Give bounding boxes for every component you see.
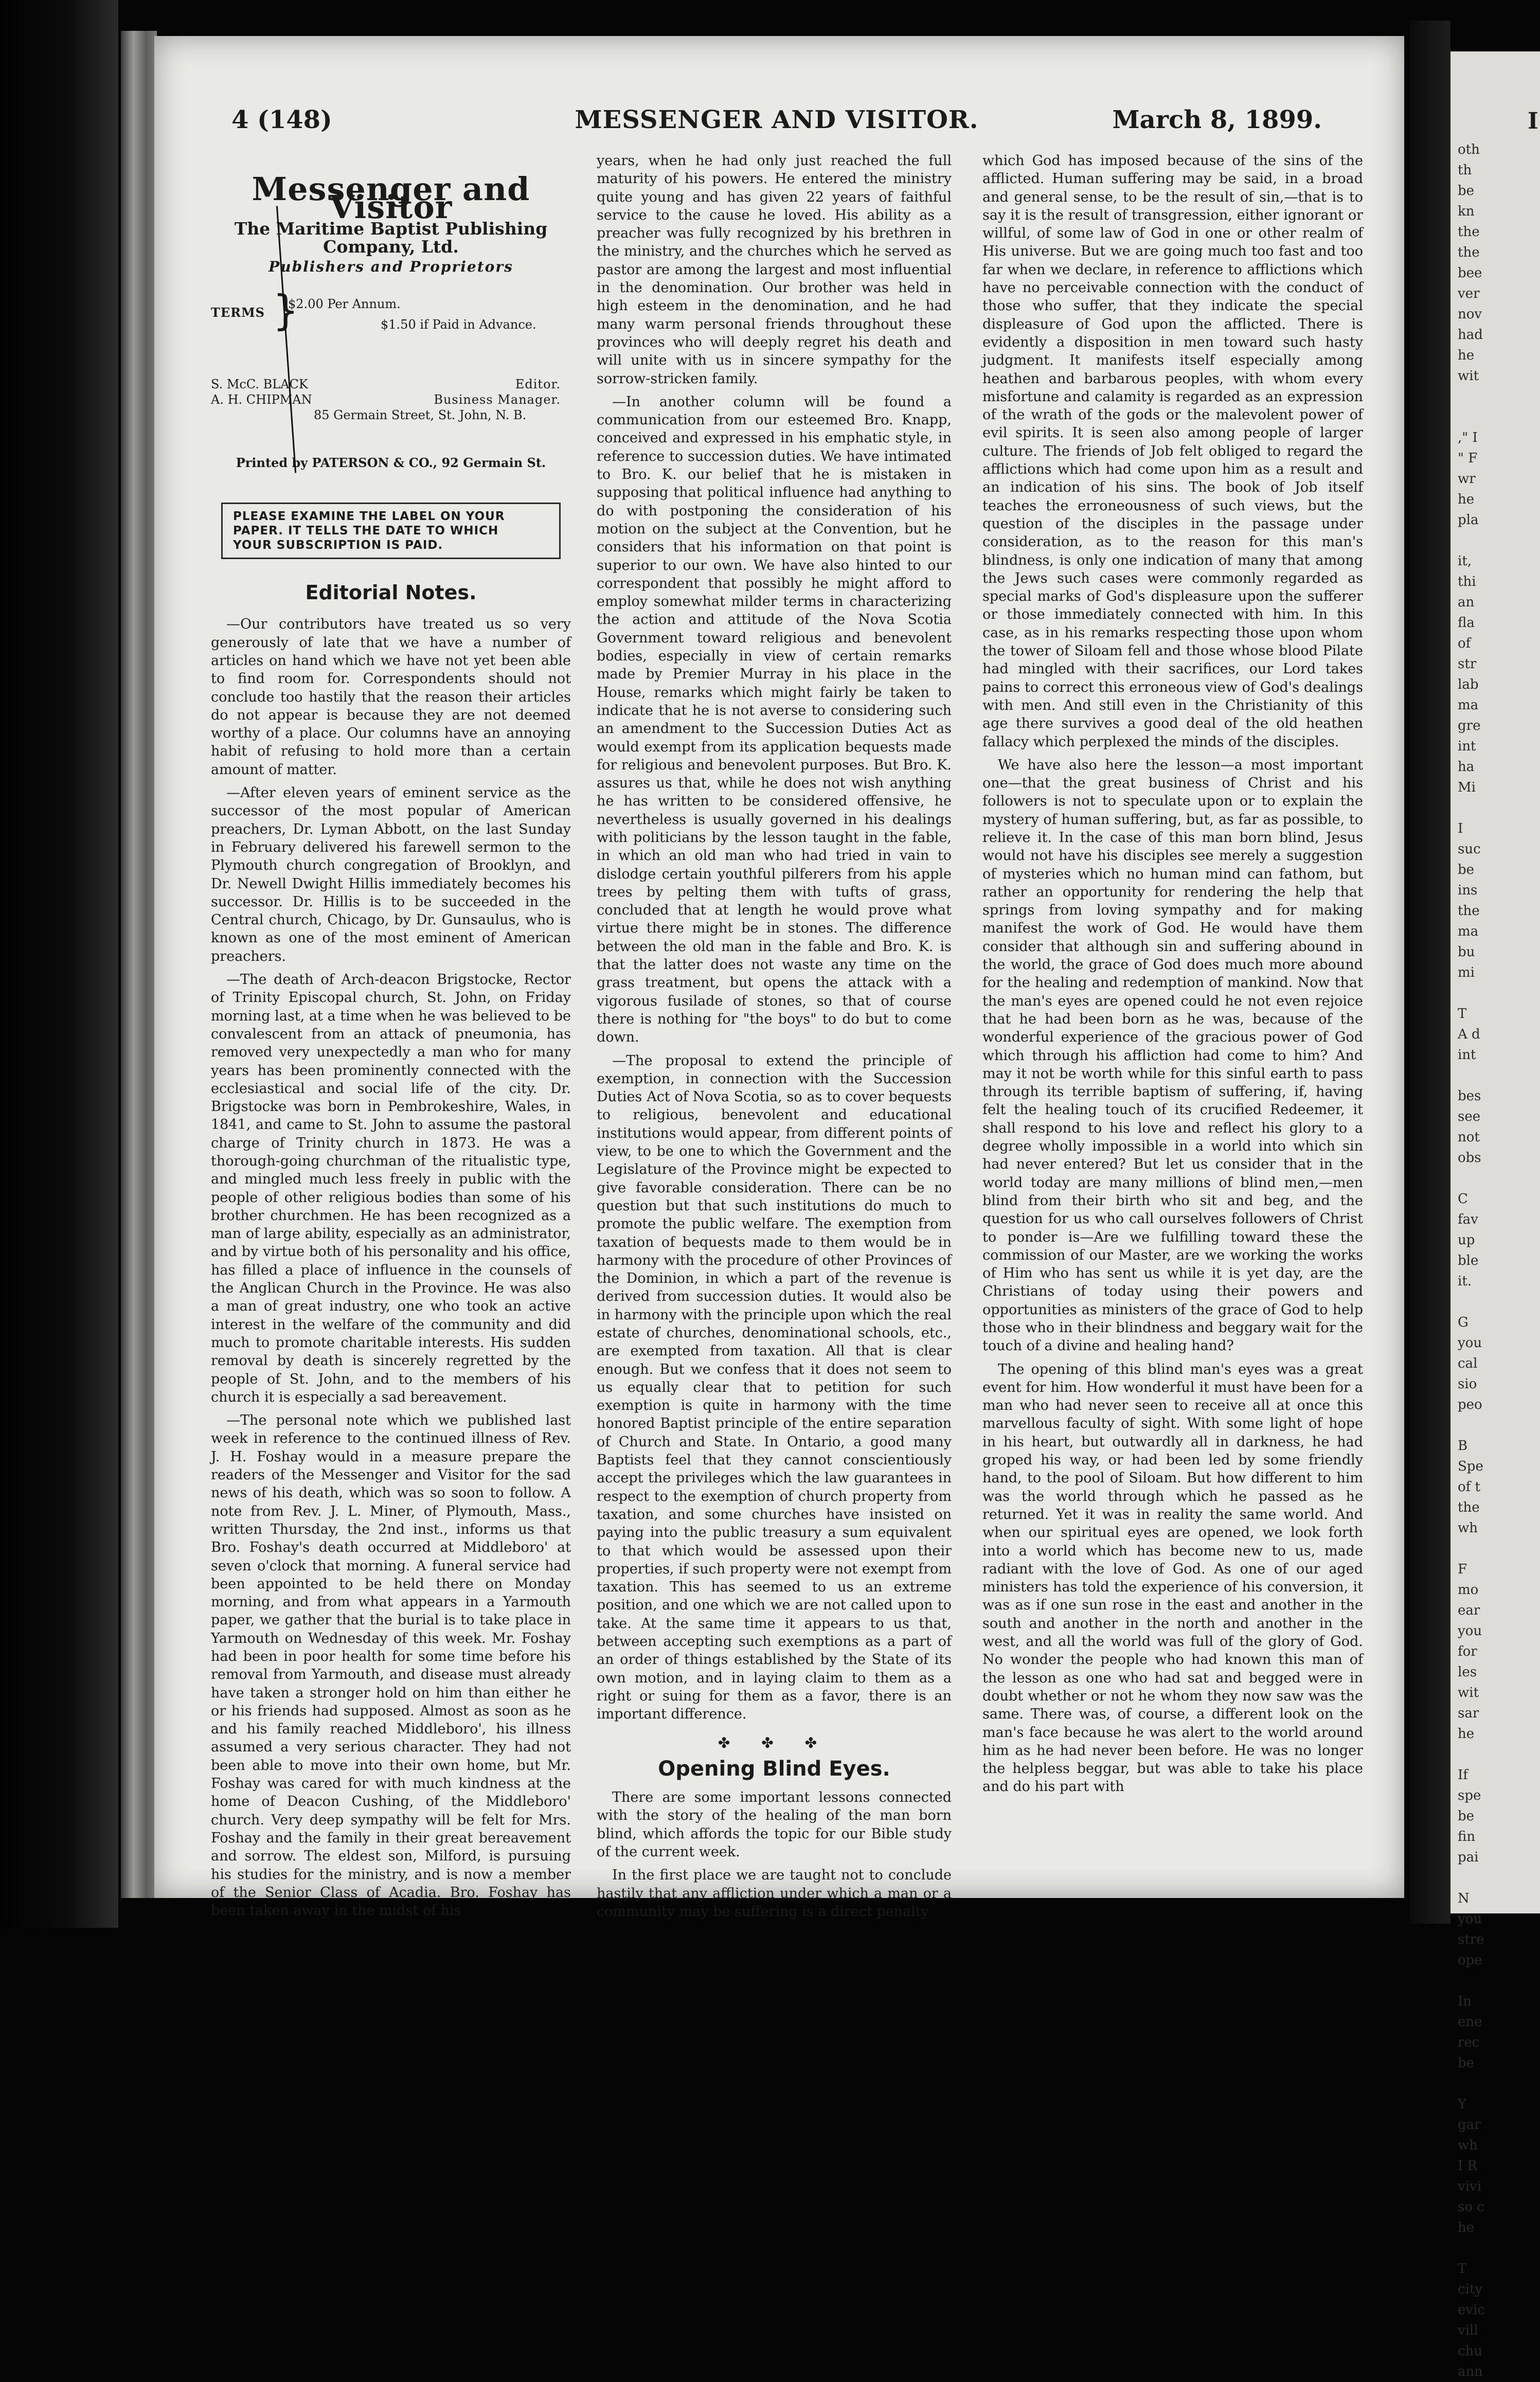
next-page-fragment: oth: [1458, 142, 1480, 157]
next-page-fragment: [1451, 1292, 1540, 1312]
next-page-fragment: be: [1458, 862, 1475, 877]
paragraph: years, when he had only just reached the full maturity of his powers. He entered the ministry quite young and has given 22 years of faithful service to the cause he loved. His ability as a preacher was fully recognized by his brethren in the ministry, and the churches which he served as pastor are among the largest and most influential in the denomination. Our brother was held in high esteem in the denomination, and he had many warm personal friends throughout these provinces who will deeply regret his death and will unite with us in sincere sympathy for the sorrow-stricken family.: [597, 153, 952, 387]
next-page-fragment: [1451, 530, 1540, 551]
next-page-fragment: If: [1458, 1767, 1468, 1783]
next-page-fragment: ," I: [1458, 430, 1478, 445]
next-page-fragment: [1451, 983, 1540, 1004]
next-page-fragment: kn: [1458, 204, 1475, 219]
next-page-fragment: ha: [1458, 759, 1475, 775]
next-page-fragment: thi: [1458, 574, 1476, 589]
column-2: [597, 152, 952, 1926]
next-page-fragment: [1451, 798, 1540, 818]
next-page-fragment: wh: [1458, 1520, 1478, 1536]
editorial-notes-heading: Editorial Notes.: [305, 581, 477, 604]
manager-role: Business Manager.: [434, 392, 561, 407]
next-page-fragment: the: [1458, 224, 1480, 240]
next-page-fragment: les: [1458, 1664, 1477, 1680]
next-page-fragment: [1451, 1868, 1540, 1888]
next-page-fragment: you: [1458, 1335, 1482, 1351]
next-page-fragment: up: [1458, 1232, 1475, 1248]
next-page-fragment: wr: [1458, 471, 1476, 487]
next-page-fragment: be: [1458, 183, 1475, 199]
next-page-fragment: wit: [1458, 368, 1479, 384]
next-page-fragment: obs: [1458, 1150, 1481, 1166]
next-page-fragment: evic: [1458, 2302, 1485, 2318]
masthead-proprietors: Publishers and Proprietors: [268, 258, 513, 276]
paragraph: We have also here the lesson—a most important one—that the great business of Christ and his followers is not to speculate upon or to explain the mystery of human suffering, but, as far as possible, to relieve it. In the case of this man born blind, Jesus would not have his disciples see merely a suggestion of mysteries which no human mind can fathom, but rather an opportunity for rendering the help that springs from loving sympathy and for making manifest the work of God. He would have them consider that although sin and suffering abound in the world, the grace of God does much more abound for the healing and redemption of mankind. Now that the man's eyes are opened could he not even rejoice that he had been born as he was, because of the wonderful experience of the gracious power of God which through his affliction had come to him? And may it not be worth while for this sinful earth to pass through its terrible baptism of suffering, if, having felt the healing touch of its crucified Redeemer, it shall respond to his love and reflect his glory to a degree wholly impossible in a world into which sin had never entered? But let us consider that in the world today are many millions of blind men,—men blind from their birth who sit and beg, and the question for us who call ourselves followers of Christ to ponder is—Are we fulfilling toward these the commission of our Master, are we working the works of Him who has sent us while it is yet day, are the Christians of today using their powers and opportunities as ministers of the grace of God to help those who in their blindness and beggary wait for the touch of a divine and healing hand?: [982, 757, 1363, 1354]
printer-credit: Printed by PATERSON & CO., 92 Germain St.: [236, 455, 546, 470]
next-page-fragment: th: [1458, 163, 1472, 178]
next-page-fragment: the: [1458, 245, 1480, 260]
next-page-fragment: Mi: [1458, 780, 1476, 795]
next-page-fragment: ma: [1458, 697, 1479, 713]
next-page-fragment: [1451, 2238, 1540, 2259]
next-page-fragment: T: [1458, 1006, 1467, 1022]
next-page-fragment: chu: [1458, 2343, 1483, 2359]
next-page-fragment: it,: [1458, 553, 1472, 569]
next-page-fragment: int: [1458, 739, 1476, 754]
next-page-fragment: he: [1458, 492, 1475, 507]
terms-advance: $1.50 if Paid in Advance.: [381, 317, 536, 332]
notice-line-2: PAPER. IT TELLS THE DATE TO WHICH: [233, 524, 499, 538]
paragraph: which God has imposed because of the sins of the afflicted. Human suffering may be said, in a broad and general sense, to be the result of sin,—that is to say it is the result of transgression, either ignorant or willful, of some law of God in one or other realm of His universe. But we are going much too fast and too far when we declare, in reference to afflictions which have no perceivable connection with the conduct of those who suffer, that they indicate the special displeasure of God upon the afflicted. There is evidently a disposition in men toward such hasty judgment. It manifests itself especially among heathen and barbarous peoples, with whom every misfortune and calamity is regarded as an expression of the wrath of the gods or the malevolent power of evil spirits. It is seen also among people of larger culture. The friends of Job felt obliged to regard the afflictions which had come upon him as a result and an indication of his sins. The book of Job itself teaches the erroneousness of such views, but the question of the disciples in the passage under consideration, as to the reason for this man's blindness, is only one indication of many that among the Jews such cases were commonly regarded as special marks of God's displeasure upon the sufferer or those immediately connected with him. In this case, as in his remarks respecting those upon whom the tower of Siloam fell and those whose blood Pilate had mingled with their sacrifices, our Lord takes pains to correct this erroneous view of God's dealings with men. And still even in the Christianity of this age there survives a good deal of the old heathen fallacy which perplexed the minds of the disciples.: [982, 153, 1363, 750]
next-page-fragment: C: [1458, 1191, 1468, 1207]
next-page-fragment: [1451, 1744, 1540, 1765]
next-page-fragment: mi: [1458, 965, 1475, 980]
next-page-fragment: fav: [1458, 1212, 1478, 1227]
next-page-fragment: suc: [1458, 841, 1481, 857]
next-page-fragment: bee: [1458, 265, 1482, 281]
next-page-fragments: [1451, 139, 1540, 2382]
next-page-edge: [1451, 51, 1540, 2379]
next-page-fragment: I: [1458, 821, 1463, 836]
subscription-notice: [221, 503, 561, 559]
next-page-fragment: [1451, 1415, 1540, 1436]
next-page-fragment: vill: [1458, 2323, 1478, 2338]
next-page-fragment: ene: [1458, 2014, 1482, 2030]
editor-name: S. McC. BLACK: [211, 377, 308, 392]
subscription-terms: [211, 288, 571, 345]
next-page-fragment: city: [1458, 2282, 1483, 2297]
next-page-fragment: see: [1458, 1109, 1481, 1124]
editor-role: Editor.: [515, 377, 561, 392]
next-page-fragment: rec: [1458, 2035, 1480, 2050]
masthead-publisher: The Maritime Baptist Publishing Company, Ltd.: [234, 218, 548, 257]
next-page-fragment: str: [1458, 656, 1477, 672]
page-number: 4 (148): [231, 105, 332, 134]
next-page-fragment: [1451, 1065, 1540, 1086]
next-page-fragment: T: [1458, 2261, 1467, 2277]
next-page-fragment: [1451, 1168, 1540, 1189]
next-page-fragment: he: [1458, 348, 1475, 363]
next-page-fragment: not: [1458, 1130, 1480, 1145]
next-page-fragment: vivi: [1458, 2179, 1482, 2194]
next-page-fragment: bes: [1458, 1088, 1481, 1104]
next-page-fragment: spe: [1458, 1788, 1481, 1803]
paragraph: —After eleven years of eminent service as the successor of the most popular of American preachers, Dr. Lyman Abbott, on the last Sunday in February delivered his farewell sermon to the Plymouth church congregation of Brooklyn, and Dr. Newell Dwight Hillis immediately becomes his successor. Dr. Hillis is to be succeeded in the Central church, Chicago, by Dr. Gunsaulus, who is known as one of the most eminent of American preachers.: [211, 785, 571, 964]
issue-date: March 8, 1899.: [1112, 105, 1322, 134]
next-page-fragment: N: [1458, 1891, 1470, 1906]
next-page-fragment: be: [1458, 1808, 1475, 1824]
page-header: [231, 105, 1322, 141]
newspaper-page: [154, 36, 1404, 1920]
next-page-fragment: gar: [1458, 2117, 1481, 2133]
next-page-fragment: so c: [1458, 2199, 1484, 2215]
section-separator: ✤ ✤ ✤: [718, 1734, 831, 1751]
next-page-fragment: the: [1458, 1500, 1480, 1515]
manager-row: [211, 391, 571, 406]
next-page-fragment: cal: [1458, 1356, 1478, 1371]
office-address: 85 Germain Street, St. John, N. B.: [314, 408, 527, 423]
next-page-fragment: gre: [1458, 718, 1481, 733]
next-page-fragment: ma: [1458, 924, 1479, 939]
next-page-fragment: pla: [1458, 512, 1479, 528]
next-page-fragment: fla: [1458, 615, 1475, 631]
next-page-fragment: Spe: [1458, 1459, 1483, 1474]
paragraph: In the first place we are taught not to conclude hastily that any affliction under which a man or a community may be suffering is a direct penalty: [597, 1867, 952, 1920]
staff-list: [211, 375, 571, 424]
next-page-fragment: peo: [1458, 1397, 1482, 1412]
next-page-fragment: int: [1458, 1047, 1476, 1063]
next-page-fragment: he: [1458, 2220, 1475, 2235]
next-page-fragment: [1451, 407, 1540, 427]
next-page-fragment: it.: [1458, 1274, 1472, 1289]
next-page-fragment: [1451, 1971, 1540, 1991]
film-margin-left: [0, 0, 118, 1928]
next-page-fragment: fin: [1458, 1829, 1476, 1844]
next-page-fragment: of t: [1458, 1479, 1480, 1495]
next-page-fragment: [1451, 1538, 1540, 1559]
next-page-fragment: had: [1458, 327, 1483, 343]
next-page-fragment: wh: [1458, 2138, 1478, 2153]
paragraph: —Our contributors have treated us so very generously of late that we have a number of articles on hand which we have not yet been able to find room for. Correspondents should not conclude too hastily that the reason their articles do not appear is because they are not deemed worthy of a place. Our columns have an annoying habit of refusing to hold more than a certain amount of matter.: [211, 616, 571, 778]
brace-glyph: }: [273, 286, 299, 335]
next-page-fragment: sio: [1458, 1376, 1477, 1392]
paragraph: The opening of this blind man's eyes was a great event for him. How wonderful it must have been for a man who had never seen to receive all at once this marvellous faculty of sight. With some light of hope in his heart, but outwardly all in darkness, he had groped his way, or had been led by some friendly hand, to the pool of Siloam. But how different to him was the world through which he passed as he returned. Yet it was in reality the same world. And when our spiritual eyes are opened, we look forth into a world which has become new to us, made radiant with the love of God. As one of our aged ministers has told the experience of his conversion, it was as if one sun rose in the east and another in the south and another in the north and another in the west, and all the world was full of the glory of God. No wonder the people who had known this man of the lesson as one who had sat and begged were in doubt whether or not he whom they now saw was the same. There was, of course, a different look on the man's face because he was alert to the world around him as he had never been before. He was no longer the helpless beggar, but was able to take his place and do his part with: [982, 1361, 1363, 1795]
next-page-fragment: [1451, 386, 1540, 407]
next-page-fragment: [1451, 2073, 1540, 2094]
next-page-fragment: bu: [1458, 944, 1475, 960]
next-page-fragment: G: [1458, 1315, 1469, 1330]
next-page-fragment: pai: [1458, 1850, 1479, 1865]
next-page-corner: I: [1528, 108, 1538, 134]
next-page-fragment: you: [1458, 1911, 1482, 1927]
paragraph: —The proposal to extend the principle of exemption, in connection with the Succession Duties Act of Nova Scotia, so as to cover bequests to religious, benevolent and educational institutions would appear, from different points of view, to be one to which the Government and the Legislature of the Province might be expected to give favorable consideration. There can be no question but that such institutions do much to promote the public welfare. The exemption from taxation of bequests made to them would be in harmony with the procedure of other Provinces of the Dominion, in which a part of the revenue is derived from succession duties. It would also be in harmony with the principle upon which the real estate of churches, denominational schools, etc., are exempted from taxation. All that is clear enough. But we confess that it does not seem to us equally clear that to petition for such exemption is quite in harmony with the time honored Baptist principle of the entire separation of Church and State. In Ontario, a good many Baptists feel that they cannot conscientiously accept the privileges which the law guarantees in respect to the exemption of church property from taxation, and some churches have insisted on paying into the public treasury a sum equivalent to that which would be assessed upon their properties, if such property were not exempt from taxation. This has seemed to us an extreme position, and one which we are not called upon to take. At the same time it appears to us that, between accepting such exemptions as a part of an order of things established by the State of its own motion, and in laying claim to them as a right or suing for them as a favor, there is an important difference.: [597, 1052, 952, 1723]
next-page-fragment: for: [1458, 1644, 1477, 1659]
next-page-fragment: ear: [1458, 1603, 1480, 1618]
next-page-fragment: ver: [1458, 286, 1480, 301]
paper-title: MESSENGER AND VISITOR.: [575, 105, 979, 134]
next-page-fragment: ins: [1458, 883, 1478, 898]
next-page-fragment: mo: [1458, 1582, 1479, 1598]
next-page-fragment: be: [1458, 2055, 1475, 2071]
editor-row: [211, 375, 571, 391]
next-page-fragment: stre: [1458, 1932, 1484, 1947]
next-page-fragment: ann: [1458, 2364, 1483, 2379]
next-page-fragment: B: [1458, 1438, 1468, 1454]
next-page-fragment: " F: [1458, 451, 1478, 466]
next-page-fragment: lab: [1458, 677, 1479, 692]
next-page-fragment: ope: [1458, 1953, 1482, 1968]
next-page-fragment: you: [1458, 1623, 1482, 1639]
opening-blind-eyes-heading: Opening Blind Eyes.: [658, 1757, 890, 1781]
masthead-title: Messenger and Visitor: [252, 170, 530, 226]
notice-line-1: PLEASE EXAMINE THE LABEL ON YOUR: [233, 510, 505, 524]
next-page-fragment: I R: [1458, 2158, 1478, 2174]
next-page-fragment: the: [1458, 903, 1480, 919]
page-gutter: [1409, 21, 1451, 1924]
next-page-fragment: F: [1458, 1562, 1467, 1577]
paragraph: There are some important lessons connected with the story of the healing of the man born blind, which affords the topic for our Bible study of the current week.: [597, 1789, 952, 1860]
next-page-fragment: ble: [1458, 1253, 1479, 1268]
next-page-fragment: wit: [1458, 1685, 1479, 1700]
terms-label: TERMS: [211, 305, 265, 320]
next-page-fragment: In: [1458, 1994, 1472, 2009]
next-page-fragment: A d: [1458, 1027, 1480, 1042]
terms-annual: $2.00 Per Annum.: [288, 297, 401, 312]
paragraph: —The death of Arch-deacon Brigstocke, Rector of Trinity Episcopal church, St. John, on Friday morning last, at a time when he was believed to be convalescent from an attack of pneumonia, has removed very unexpectedly a man who for many years has been prominently connected with the ecclesiastical and social life of the city. Dr. Brigstocke was born in Pembrokeshire, Wales, in 1841, and came to St. John to assume the pastoral charge of Trinity church in 1873. He was a thorough-going churchman of the ritualistic type, and mingled much less freely in public with the people of other religious bodies than some of his brother churchmen. He has been recognized as a man of large ability, especially as an administrator, and by virtue both of his personality and his office, has filled a place of influence in the counsels of the Anglican Church in the Province. He was also a man of great industry, one who took an active interest in the welfare of the community and did much to promote charitable interests. His sudden removal by death is sincerely regretted by the people of St. John, and to the members of his church it is especially a sad bereavement.: [211, 972, 571, 1405]
next-page-fragment: an: [1458, 595, 1475, 610]
notice-line-3: YOUR SUBSCRIPTION IS PAID.: [233, 539, 443, 552]
column-1: [211, 170, 571, 1925]
next-page-fragment: he: [1458, 1726, 1475, 1742]
paragraph: —In another column will be found a communication from our esteemed Bro. Knapp, conceived and expressed in his emphatic style, in reference to succession duties. We have intimated to Bro. K. our belief that he is mistaken in supposing that political influence had anything to do with postponing the consideration of his motion on the subject at the Convention, but he considers that his information on that point is superior to our own. We have also hinted to our correspondent that possibly he might afford to employ somewhat milder terms in characterizing the action and attitude of the Nova Scotia Government toward religious and benevolent bodies, especially in view of certain remarks made by Premier Murray in his place in the House, remarks which might fairly be taken to indicate that he is not averse to considering such an amendment to the Succession Duties Act as would exempt from its application bequests made for religious and benevolent purposes. But Bro. K. assures us that, while he does not wish anything he has written to be considered offensive, he nevertheless is usually governed in his dealings with politicians by the lesson taught in the fable, in which an old man who had tried in vain to dislodge certain youthful pilferers from his apple trees by pelting them with tufts of grass, concluded that at length he would prove what virtue there might be in stones. The difference between the old man in the fable and Bro. K. is that the latter does not waste any time on the grass treatment, but opens the attack with a vigorous fusilade of stones, so that of course there is nothing for "the boys" to do but to come down.: [597, 393, 952, 1046]
paragraph: —The personal note which we published last week in reference to the continued illness of Rev. J. H. Foshay would in a measure prepare the readers of the Messenger and Visitor for the sad news of his death, which was so soon to follow. A note from Rev. J. L. Miner, of Plymouth, Mass., written Thursday, the 2nd inst., informs us that Bro. Foshay's death occurred at Middleboro' at seven o'clock that morning. A funeral service had been appointed to be held there on Monday morning, and from what appears in a Yarmouth paper, we gather that the burial is to take place in Yarmouth on Wednesday of this week. Mr. Foshay had been in poor health for some time before his removal from Yarmouth, and disease must already have taken a stronger hold on him than either he or his friends had supposed. Almost as soon as he and his family reached Middleboro', his illness assumed a very serious character. They had not been able to move into their own home, but Mr. Foshay was cared for with much kindness at the home of Deacon Cushing, of the Middleboro' church. Very deep sympathy will be felt for Mrs. Foshay and the family in their great bereavement and sorrow. The eldest son, Milford, is pursuing his studies for the ministry, and is now a member of the Senior Class of Acadia. Bro. Foshay has been taken away in the midst of his: [211, 1412, 571, 1919]
column-3: [982, 152, 1363, 1801]
next-page-fragment: of: [1458, 636, 1471, 651]
book-binding: [121, 31, 157, 1898]
next-page-fragment: sar: [1458, 1706, 1479, 1721]
next-page-fragment: Y: [1458, 2097, 1467, 2112]
next-page-fragment: nov: [1458, 307, 1482, 322]
manager-name: A. H. CHIPMAN: [211, 392, 312, 407]
